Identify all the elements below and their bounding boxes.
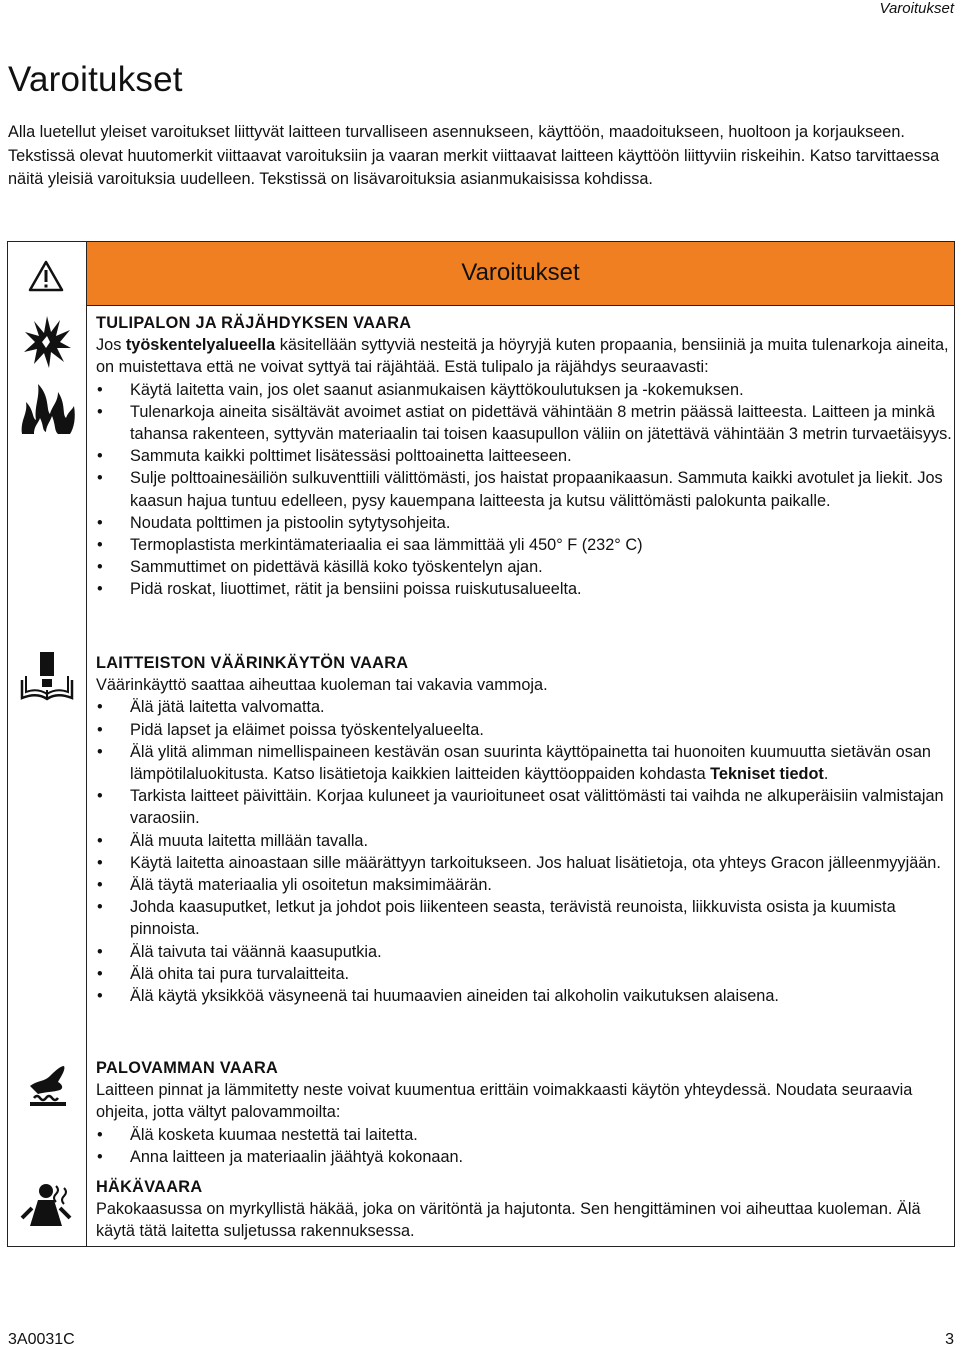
section-intro: Jos työskentelyalueella käsitellään syttyviä nesteitä ja höyryjä kuten propaania, bensiiniä ja muita tulenarkoja aineita, on muistettava että ne voivat syttyä tai räjähtää. Estä tulipalo ja räjähdys seuraavasti: — [96, 336, 949, 377]
section-intro: Väärinkäyttö saattaa aiheuttaa kuoleman tai vakavia vammoja. — [96, 676, 548, 695]
section-fire-explosion — [96, 312, 954, 601]
hot-surface-icon — [24, 1060, 72, 1108]
list-item: • Älä muuta laitetta millään tavalla. — [96, 830, 954, 852]
warning-triangle-icon — [28, 260, 64, 292]
list-item: • Älä jätä laitetta valvomatta. — [96, 696, 954, 718]
icon-column — [8, 242, 87, 1246]
section-intro: Laitteen pinnat ja lämmitetty neste voivat kuumentua erittäin voimakkaasti käytön yhteydessä. Noudata seuraavia ohjeita, jotta vältyt palovammoilta: — [96, 1081, 913, 1122]
section-title: PALOVAMMAN VAARA — [96, 1059, 279, 1077]
doc-number: 3A0031C — [8, 1331, 75, 1348]
bullet-list — [96, 1124, 954, 1168]
list-item: • Tarkista laitteet päivittäin. Korjaa kuluneet ja vaurioituneet osat välittömästi tai vaihda ne alkuperäisiin valmistajan varaosiin. — [96, 785, 954, 829]
section-burn-hazard — [96, 1057, 954, 1168]
list-item: • Älä täytä materiaalia yli osoitetun maksimimäärän. — [96, 874, 954, 896]
list-item: • Älä taivuta tai väännä kaasuputkia. — [96, 941, 954, 963]
list-item: • Termoplastista merkintämateriaalia ei saa lämmittää yli 450° F (232° C) — [96, 534, 954, 556]
warnings-table — [7, 241, 955, 1247]
list-item: • Älä ohita tai pura turvalaitteita. — [96, 963, 954, 985]
list-item: • Sulje polttoainesäiliön sulkuventtiili välittömästi, jos haistat propaanikaasun. Sammuta kaikki avotulet ja liekit. Jos kaasun hajua tuntuu edelleen, pysy kauempana laitteesta ja kutsu välittömästi palokunta paikalle. — [96, 467, 954, 511]
list-item: • Pidä lapset ja eläimet poissa työskentelyalueelta. — [96, 719, 954, 741]
list-item: • Johda kaasuputket, letkut ja johdot pois liikenteen seasta, terävistä reunoista, liikkuvista osista ja kuumista pinnoista. — [96, 896, 954, 940]
list-item: • Tulenarkoja aineita sisältävät avoimet astiat on pidettävä vähintään 8 metrin päässä laitteesta. Laitteen ja minkä tahansa rakenteen, syttyvän materiaalin tai toisen kaasupullon väliin on jätettävä vähintään 3 metrin turvaetäisyys. — [96, 401, 954, 445]
list-item: • Sammuta kaikki polttimet lisätessäsi polttoainetta laitteeseen. — [96, 445, 954, 467]
bullet-list — [96, 379, 954, 601]
read-manual-icon — [18, 650, 76, 702]
section-intro: Pakokaasussa on myrkyllistä häkää, joka on väritöntä ja hajutonta. Sen hengittäminen voi aiheuttaa kuoleman. Älä käytä tätä laitetta suljetussa rakennuksessa. — [96, 1200, 921, 1241]
list-item: • Älä kosketa kuumaa nestettä tai laitetta. — [96, 1124, 954, 1146]
fire-icon — [18, 380, 76, 436]
section-carbon-monoxide — [96, 1176, 954, 1243]
section-equipment-misuse — [96, 652, 954, 1007]
bullet-list — [96, 696, 954, 1007]
list-item: • Älä käytä yksikköä väsyneenä tai huumaavien aineiden tai alkoholin vaikutuksen alaisena. — [96, 985, 954, 1007]
intro-paragraph: Alla luetellut yleiset varoitukset liittyvät laitteen turvalliseen asennukseen, käyttöön, maadoitukseen, huoltoon ja korjaukseen. Tekstissä olevat huutomerkit viittaavat varoituksiin ja vaaran merkit viittaavat laitteen käyttöön liittyviin riskeihin. Katso tarvittaessa näitä yleisiä varoituksia uudelleen. Tekstissä on lisävaroituksia asianmukaisissa kohdissa. — [8, 123, 940, 188]
list-item: • Käytä laitetta vain, jos olet saanut asianmukaisen käyttökoulutuksen ja -kokemuksen. — [96, 379, 954, 401]
list-item: • Noudata polttimen ja pistoolin sytytysohjeita. — [96, 512, 954, 534]
section-title: HÄKÄVAARA — [96, 1178, 203, 1196]
list-item: • Älä ylitä alimman nimellispaineen kestävän osan suurinta käyttöpainetta tai huonoiten kuumuutta sietävän osan lämpötilaluokitusta. Katso lisätietoja kaikkien laitteiden käyttöoppaiden kohdasta Tekniset tiedot. — [96, 741, 954, 785]
list-item: • Sammuttimet on pidettävä käsillä koko työskentelyn ajan. — [96, 556, 954, 578]
list-item: • Pidä roskat, liuottimet, rätit ja bensiini poissa ruiskutusalueelta. — [96, 578, 954, 600]
section-title: LAITTEISTON VÄÄRINKÄYTÖN VAARA — [96, 654, 409, 672]
warnings-header — [87, 242, 954, 306]
list-item: • Anna laitteen ja materiaalin jäähtyä kokonaan. — [96, 1146, 954, 1168]
carbon-monoxide-icon — [20, 1182, 74, 1228]
section-title: TULIPALON JA RÄJÄHDYKSEN VAARA — [96, 314, 412, 332]
page-title: Varoitukset — [8, 60, 183, 99]
explosion-icon — [22, 314, 72, 370]
warnings-header-title: Varoitukset — [461, 259, 580, 286]
page-number: 3 — [945, 1331, 954, 1348]
list-item: • Käytä laitetta ainoastaan sille määrättyyn tarkoitukseen. Jos haluat lisätietoja, ota yhteys Gracon jälleenmyyjään. — [96, 852, 954, 874]
running-head: Varoitukset — [879, 0, 954, 17]
